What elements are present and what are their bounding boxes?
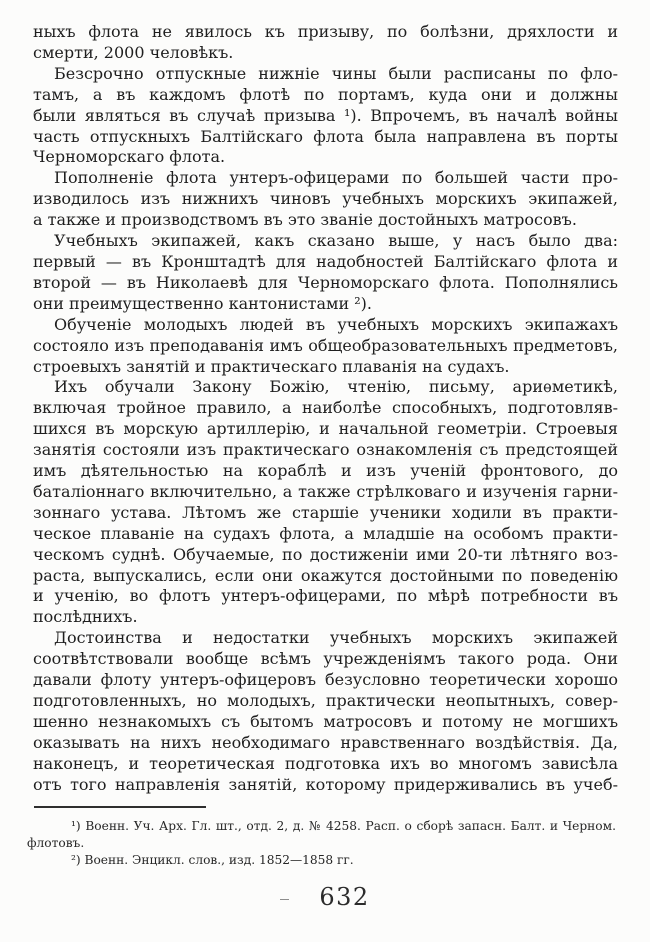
text-line: Ихъ обучали Закону Божію, чтенію, письму, ариѳметикѣ, bbox=[54, 377, 618, 397]
text-line: и ученію, во флотъ унтеръ-офицерами, по мѣрѣ потребности въ bbox=[33, 586, 618, 606]
text-line: ческомъ суднѣ. Обучаемые, по достиженіи ими 20-ти лѣтняго воз- bbox=[33, 544, 618, 564]
text-line: занятія состояли изъ практическаго ознакомленія съ предстоящей bbox=[33, 440, 618, 460]
text-line: Учебныхъ экипажей, какъ сказано выше, у насъ было два: bbox=[54, 231, 618, 251]
footnote-separator-rule bbox=[34, 806, 206, 808]
page-number: 632 bbox=[319, 883, 370, 911]
text-line: строевыхъ занятій и практическаго плаванія на судахъ. bbox=[33, 356, 510, 376]
text-line: изводилось изъ нижнихъ чиновъ учебныхъ морскихъ экипажей, bbox=[33, 189, 618, 209]
text-line: были являться въ случаѣ призыва ¹). Впрочемъ, въ началѣ войны bbox=[33, 105, 618, 125]
text-line: соотвѣтствовали вообще всѣмъ учрежденіямъ такого рода. Они bbox=[33, 649, 618, 669]
text-line: зоннаго устава. Лѣтомъ же старшіе ученики ходили въ практи- bbox=[33, 502, 618, 522]
text-line: подготовленныхъ, но молодыхъ, практически неопытныхъ, совер- bbox=[33, 691, 618, 710]
paragraph bbox=[33, 64, 618, 169]
text-line: а также и производствомъ въ это званіе достойныхъ матросовъ. bbox=[33, 210, 577, 230]
text-line: включая тройное правило, а наиболѣе способныхъ, подготовляв- bbox=[33, 398, 618, 418]
text-line: Черноморскаго флота. bbox=[33, 147, 226, 167]
page-footer bbox=[0, 882, 650, 912]
text-line: давали флоту унтеръ-офицеровъ безусловно теоретически хорошо bbox=[33, 670, 618, 690]
text-line: оказывать на нихъ необходимаго нравственнаго воздѣйствія. Да, bbox=[33, 732, 618, 752]
paragraph bbox=[33, 377, 618, 628]
text-line: Пополненіе флота унтеръ-офицерами по большей части про- bbox=[54, 168, 618, 188]
text-line: имъ дѣятельностью на кораблѣ и изъ ученій фронтового, до bbox=[33, 461, 618, 481]
text-line: шенно незнакомыхъ съ бытомъ матросовъ и потому не могшихъ bbox=[33, 711, 618, 731]
text-line: тамъ, а въ каждомъ флотѣ по портамъ, куда они и должны bbox=[33, 84, 618, 104]
text-line: раста, выпускались, если они окажутся достойными по поведенію bbox=[33, 565, 618, 585]
footnote-line: ¹) Военн. Уч. Арх. Гл. шт., отд. 2, д. № 4258. Расп. о сборѣ запасн. Балт. и Черном. bbox=[71, 819, 616, 833]
text-line: состояло изъ преподаванія имъ общеобразовательныхъ предметовъ, bbox=[33, 335, 618, 355]
paragraph bbox=[33, 628, 618, 795]
text-line: второй — въ Николаевѣ для Черноморскаго флота. Пополнялись bbox=[33, 272, 618, 292]
text-line: ныхъ флота не явилось къ призыву, по болѣзни, дряхлости и bbox=[33, 22, 618, 41]
paragraph bbox=[33, 315, 618, 378]
text-line: баталіоннаго включительно, а также стрѣлковаго и изученія гарни- bbox=[33, 481, 618, 501]
text-line: наконецъ, и теоретическая подготовка ихъ во многомъ зависѣла bbox=[33, 753, 618, 773]
page-body bbox=[33, 22, 618, 796]
text-line: Безсрочно отпускные нижніе чины были расписаны по фло- bbox=[54, 63, 618, 83]
paragraph bbox=[33, 168, 618, 231]
text-line: смерти, 2000 человѣкъ. bbox=[33, 42, 234, 62]
footnote-line: флотовъ. bbox=[27, 836, 85, 850]
text-line: Обученіе молодыхъ людей въ учебныхъ морскихъ экипажахъ bbox=[54, 314, 618, 334]
footnote-line: ²) Военн. Энцикл. слов., изд. 1852—1858 гг. bbox=[71, 853, 354, 867]
paragraph bbox=[33, 231, 618, 315]
text-line: Достоинства и недостатки учебныхъ морскихъ экипажей bbox=[54, 628, 618, 648]
footnotes-section bbox=[27, 818, 616, 869]
scan-artifact-dash-icon bbox=[280, 899, 289, 900]
text-line: первый — въ Кронштадтѣ для надобностей Балтійскаго флота и bbox=[33, 251, 618, 271]
paragraph bbox=[33, 22, 618, 64]
text-line: они преимущественно кантонистами ²). bbox=[33, 293, 372, 313]
text-line: ческое плаваніе на судахъ флота, а младшіе на особомъ практи- bbox=[33, 523, 618, 543]
text-line: часть отпускныхъ Балтійскаго флота была направлена въ порты bbox=[33, 126, 618, 146]
text-line: послѣднихъ. bbox=[33, 607, 138, 627]
text-line: шихся въ морскую артиллерію, и начальной геометріи. Строевыя bbox=[33, 419, 618, 439]
text-line: отъ того направленія занятій, которому придерживались въ учеб- bbox=[33, 774, 618, 794]
